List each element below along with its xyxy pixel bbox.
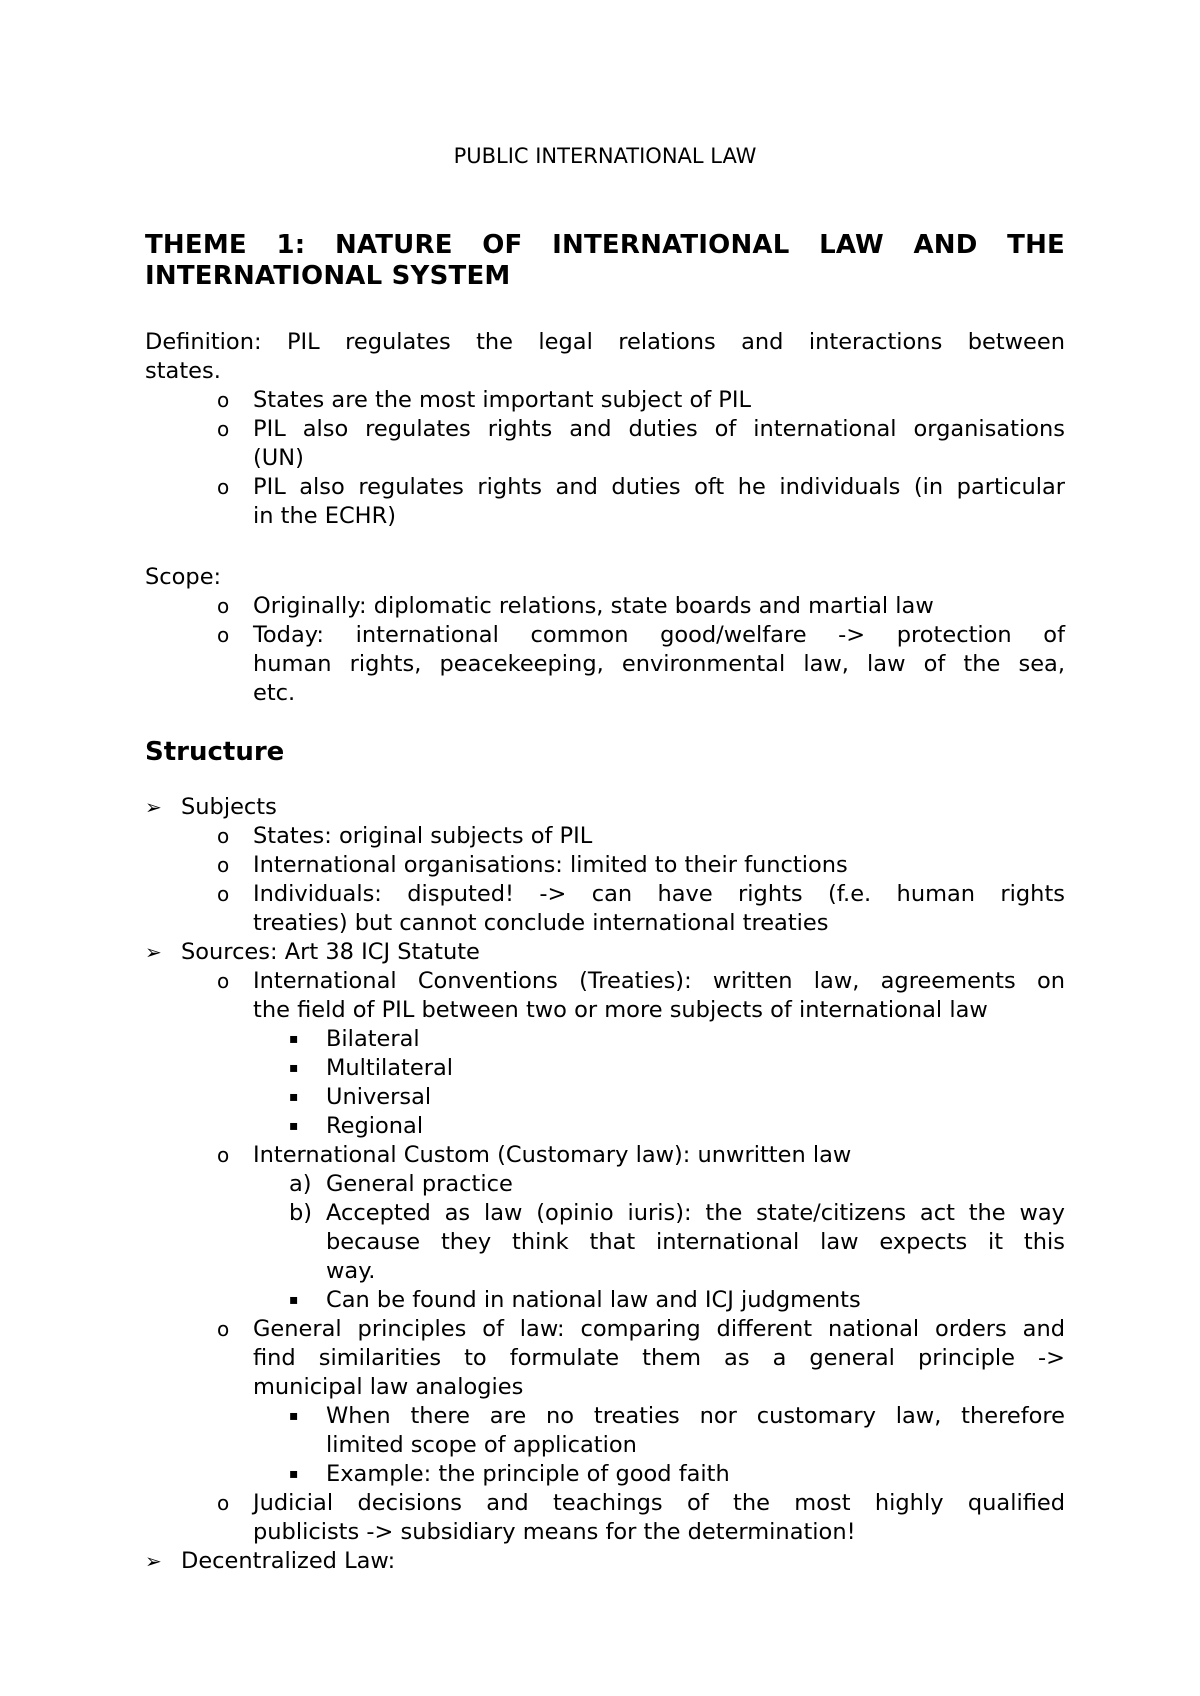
list-item: o Today: international common good/welfare -> protection of human rights, peacekeeping, environmental law, law of the sea, etc. xyxy=(217,622,1065,706)
list-item: ➢ Sources: Art 38 ICJ Statute xyxy=(145,939,480,965)
circle-bullet-icon: o xyxy=(217,417,230,441)
list-item: ▪ Bilateral xyxy=(289,1026,420,1052)
list-item: o States: original subjects of PIL xyxy=(217,823,593,849)
circle-bullet-icon: o xyxy=(217,475,230,499)
square-bullet-icon: ▪ xyxy=(289,1292,299,1308)
list-item: ▪ Universal xyxy=(289,1084,432,1110)
list-item: ▪ Multilateral xyxy=(289,1055,453,1081)
square-bullet-icon: ▪ xyxy=(289,1118,299,1134)
list-item: o Individuals: disputed! -> can have rights (f.e. human rights treaties) but cannot conclude international treaties xyxy=(217,881,1065,936)
square-bullet-icon: ▪ xyxy=(289,1031,299,1047)
circle-bullet-icon: o xyxy=(217,1143,230,1167)
list-item: o PIL also regulates rights and duties oft he individuals (in particular in the ECHR) xyxy=(217,474,1065,529)
circle-bullet-icon: o xyxy=(217,853,230,877)
list-item: ➢ Subjects xyxy=(145,794,277,820)
circle-bullet-icon: o xyxy=(217,388,230,412)
theme-heading-line-1: THEME 1: NATURE OF INTERNATIONAL LAW AND THE xyxy=(145,230,1065,260)
circle-bullet-icon: o xyxy=(217,882,230,906)
list-item: b) Accepted as law (opinio iuris): the state/citizens act the way because they think that international law expects it this way. xyxy=(289,1200,1065,1284)
scope-label: Scope: xyxy=(145,564,222,590)
definition-line-2: states. xyxy=(145,358,221,384)
scope-section xyxy=(145,563,1065,708)
circle-bullet-icon: o xyxy=(217,623,230,647)
circle-bullet-icon: o xyxy=(217,969,230,993)
list-item: ▪ When there are no treaties nor customary law, therefore limited scope of application xyxy=(289,1403,1065,1458)
letter-marker: a) xyxy=(289,1171,312,1197)
circle-bullet-icon: o xyxy=(217,824,230,848)
square-bullet-icon: ▪ xyxy=(289,1089,299,1105)
theme-heading-line-2: INTERNATIONAL SYSTEM xyxy=(145,261,511,291)
arrow-bullet-icon: ➢ xyxy=(145,940,162,964)
square-bullet-icon: ▪ xyxy=(289,1060,299,1076)
list-item: o International Conventions (Treaties): written law, agreements on the field of PIL between two or more subjects of international law xyxy=(217,968,1065,1023)
circle-bullet-icon: o xyxy=(217,594,230,618)
list-item: ▪ Can be found in national law and ICJ judgments xyxy=(289,1287,861,1313)
letter-marker: b) xyxy=(289,1200,313,1226)
list-item: o Originally: diplomatic relations, state boards and martial law xyxy=(217,593,934,619)
square-bullet-icon: ▪ xyxy=(289,1408,299,1424)
list-item: o International organisations: limited to their functions xyxy=(217,852,848,878)
theme-heading xyxy=(145,230,1065,292)
structure-section xyxy=(145,793,1065,1576)
definition-section xyxy=(145,328,1065,531)
circle-bullet-icon: o xyxy=(217,1491,230,1515)
list-item: ▪ Example: the principle of good faith xyxy=(289,1461,730,1487)
list-item: o States are the most important subject of PIL xyxy=(217,387,752,413)
circle-bullet-icon: o xyxy=(217,1317,230,1341)
arrow-bullet-icon: ➢ xyxy=(145,795,162,819)
list-item: o General principles of law: comparing different national orders and find similarities to formulate them as a general principle -> municipal law analogies xyxy=(217,1316,1065,1400)
structure-heading: Structure xyxy=(145,737,285,767)
square-bullet-icon: ▪ xyxy=(289,1466,299,1482)
arrow-bullet-icon: ➢ xyxy=(145,1549,162,1573)
list-item: a) General practice xyxy=(289,1171,513,1197)
list-item: ➢ Decentralized Law: xyxy=(145,1548,396,1574)
document-title: PUBLIC INTERNATIONAL LAW xyxy=(453,144,757,168)
list-item: o Judicial decisions and teachings of the most highly qualified publicists -> subsidiary means for the determination! xyxy=(217,1490,1065,1545)
list-item: o PIL also regulates rights and duties of international organisations (UN) xyxy=(217,416,1065,471)
list-item: o International Custom (Customary law): unwritten law xyxy=(217,1142,852,1168)
definition-line-1: Definition: PIL regulates the legal relations and interactions between xyxy=(145,329,1065,355)
list-item: ▪ Regional xyxy=(289,1113,424,1139)
